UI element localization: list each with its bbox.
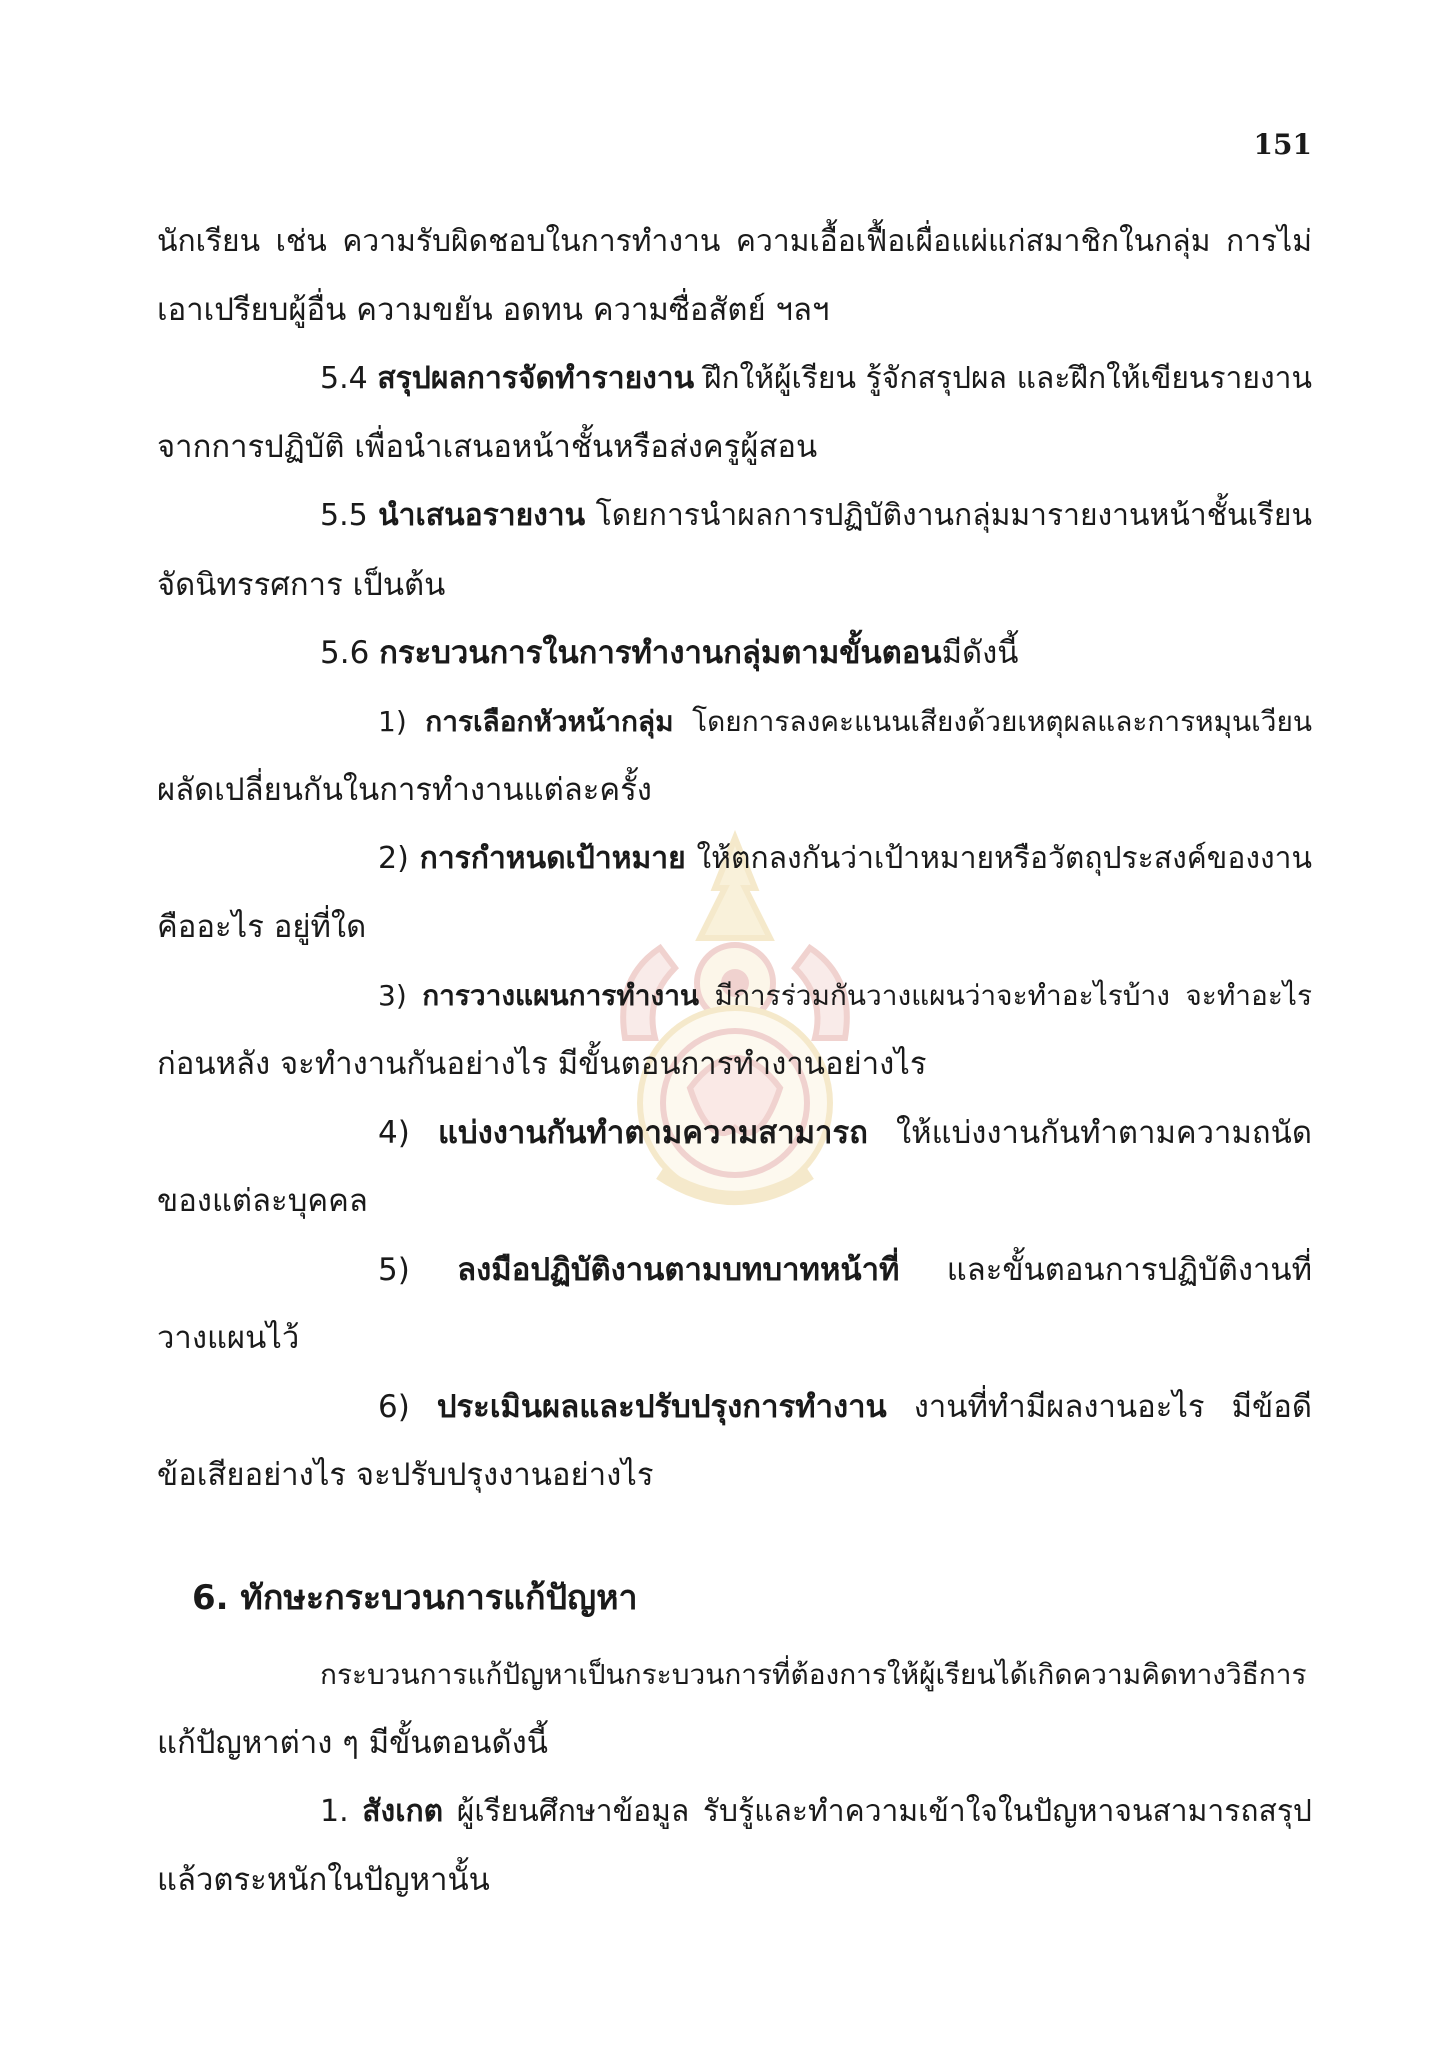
paragraph-line: กระบวนการแก้ปัญหาเป็นกระบวนการที่ต้องการให้ผู้เรียนได้เกิดความคิดทางวิธีการ	[320, 1658, 1307, 1691]
item-text: ให้ตกลงกันว่าเป้าหมายหรือวัตถุประสงค์ของงาน	[696, 841, 1312, 876]
paragraph-line: วางแผนไว้	[157, 1320, 300, 1356]
item-title: แบ่งงานกันทำตามความสามารถ	[437, 1115, 868, 1151]
step-text: ผู้เรียนศึกษาข้อมูล รับรู้และทำความเข้าใจในปัญหาจนสามารถสรุป	[456, 1794, 1312, 1829]
list-item-3	[378, 966, 1312, 1026]
item-text: มีการร่วมกันวางแผนว่าจะทำอะไรบ้าง จะทำอะไร	[714, 979, 1312, 1012]
paragraph-line: ของแต่ละบุคคล	[157, 1183, 368, 1219]
item-number: 3)	[378, 979, 407, 1012]
list-item-2	[378, 829, 1312, 889]
paragraph-line: แล้วตระหนักในปัญหานั้น	[157, 1862, 490, 1898]
section-text: โดยการนำผลการปฏิบัติงานกลุ่มมารายงานหน้าชั้นเรียน	[595, 498, 1312, 533]
section-text: ฝึกให้ผู้เรียน รู้จักสรุปผล และฝึกให้เขียนรายงาน	[703, 361, 1312, 396]
section-number: 5.5	[320, 498, 368, 533]
paragraph-line: ผลัดเปลี่ยนกันในการทำงานแต่ละครั้ง	[157, 772, 652, 808]
paragraph-line: ก่อนหลัง จะทำงานกันอย่างไร มีขั้นตอนการทำงานอย่างไร	[157, 1046, 927, 1082]
item-text: งานที่ทำมีผลงานอะไร มีข้อดี	[913, 1389, 1312, 1425]
step-title: สังเกต	[362, 1794, 444, 1829]
list-item-4	[378, 1103, 1312, 1163]
section-number: 5.6	[320, 635, 370, 671]
page-number: 151	[1253, 128, 1312, 161]
item-number: 5)	[378, 1252, 410, 1288]
item-title: การเลือกหัวหน้ากลุ่ม	[425, 705, 674, 738]
paragraph-line: คืออะไร อยู่ที่ใด	[157, 909, 367, 945]
section-text: มีดังนี้	[941, 635, 1019, 671]
paragraph-line: นักเรียน เช่น ความรับผิดชอบในการทำงาน ความเอื้อเฟื้อเผื่อแผ่แก่สมาชิกในกลุ่ม การไม่	[157, 224, 1312, 259]
section-5-6	[320, 623, 1312, 683]
item-number: 1)	[378, 705, 407, 738]
section-5-5	[320, 486, 1312, 546]
item-text: และขั้นตอนการปฏิบัติงานที่	[946, 1252, 1312, 1288]
list-item-6	[378, 1377, 1312, 1437]
item-number: 4)	[378, 1115, 410, 1151]
section-title: สรุปผลการจัดทำรายงาน	[377, 361, 695, 396]
item-title: ประเมินผลและปรับปรุงการทำงาน	[436, 1389, 887, 1425]
paragraph-line: จัดนิทรรศการ เป็นต้น	[157, 567, 446, 603]
item-text: โดยการลงคะแนนเสียงด้วยเหตุผลและการหมุนเวียน	[692, 705, 1312, 738]
item-title: ลงมือปฏิบัติงานตามบทบาทหน้าที่	[457, 1252, 900, 1288]
paragraph-line: ข้อเสียอย่างไร จะปรับปรุงงานอย่างไร	[157, 1457, 654, 1493]
section-number: 5.4	[320, 361, 368, 396]
paragraph-line: จากการปฏิบัติ เพื่อนำเสนอหน้าชั้นหรือส่งครูผู้สอน	[157, 429, 818, 465]
item-title: การวางแผนการทำงาน	[422, 979, 700, 1012]
list-item-1	[378, 692, 1312, 752]
section-5-4	[320, 349, 1312, 409]
step-1	[320, 1782, 1312, 1842]
item-text: ให้แบ่งงานกันทำตามความถนัด	[896, 1115, 1312, 1151]
section-title: กระบวนการในการทำงานกลุ่มตามขั้นตอน	[379, 635, 942, 671]
item-number: 2)	[378, 841, 409, 876]
step-number: 1.	[320, 1794, 349, 1829]
item-title: การกำหนดเป้าหมาย	[419, 841, 686, 876]
paragraph-line: แก้ปัญหาต่าง ๆ มีขั้นตอนดังนี้	[157, 1725, 548, 1761]
list-item-5	[378, 1240, 1312, 1300]
item-number: 6)	[378, 1389, 410, 1425]
section-heading: 6. ทักษะกระบวนการแก้ปัญหา	[192, 1578, 638, 1618]
section-title: นำเสนอรายงาน	[378, 498, 586, 533]
paragraph-line: เอาเปรียบผู้อื่น ความขยัน อดทน ความซื่อสัตย์ ฯลฯ	[157, 292, 830, 328]
